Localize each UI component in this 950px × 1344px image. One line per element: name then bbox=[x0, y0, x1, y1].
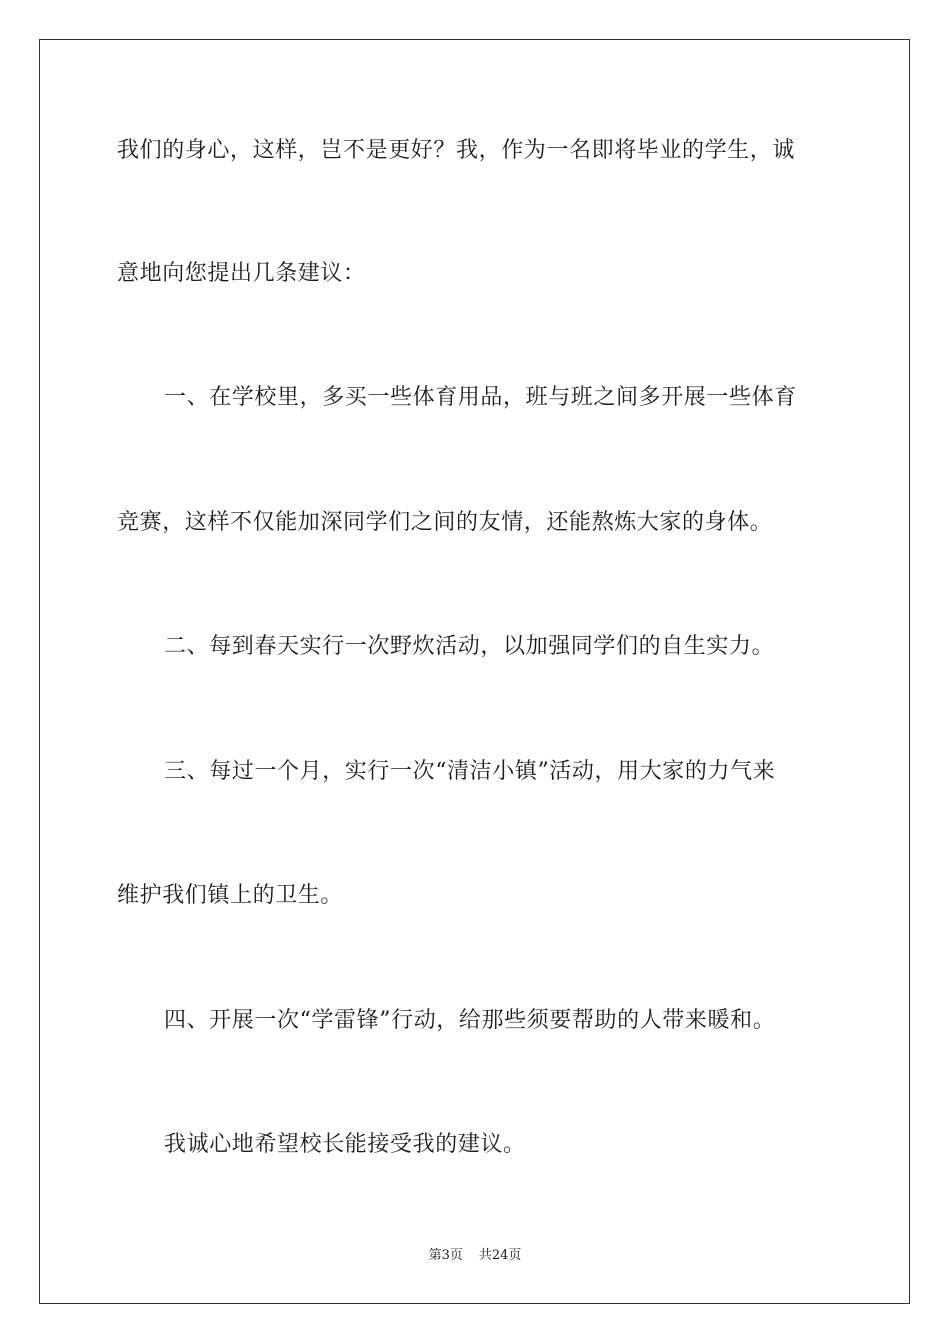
page-number: 第3页 bbox=[428, 1248, 463, 1263]
page-footer bbox=[0, 1247, 950, 1265]
suggestion-1-line-1: 一、在学校里，多买一些体育用品，班与班之间多开展一些体育 bbox=[164, 385, 797, 410]
suggestion-3-line-1: 三、每过一个月，实行一次“清洁小镇”活动，用大家的力气来 bbox=[164, 759, 776, 784]
page-border bbox=[39, 39, 910, 1304]
suggestion-4: 四、开展一次“学雷锋”行动，给那些须要帮助的人带来暖和。 bbox=[164, 1008, 776, 1033]
suggestion-2: 二、每到春天实行一次野炊活动，以加强同学们的自生实力。 bbox=[164, 634, 775, 659]
paragraph-line-2: 意地向您提出几条建议： bbox=[117, 261, 366, 286]
total-pages: 共24页 bbox=[478, 1248, 522, 1263]
paragraph-line-1: 我们的身心，这样，岂不是更好？我，作为一名即将毕业的学生，诚 bbox=[117, 138, 796, 163]
suggestion-3-line-2: 维护我们镇上的卫生。 bbox=[117, 883, 344, 908]
suggestion-1-line-2: 竞赛，这样不仅能加深同学们之间的友情，还能熬炼大家的身体。 bbox=[117, 510, 773, 535]
closing-line: 我诚心地希望校长能接受我的建议。 bbox=[164, 1132, 526, 1157]
